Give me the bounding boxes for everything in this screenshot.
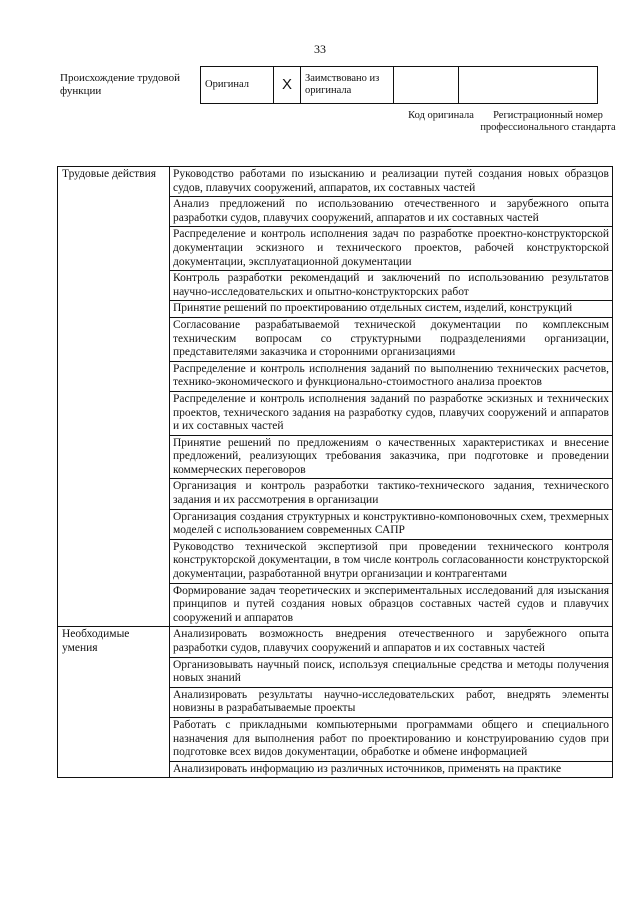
labor-action-item: Согласование разрабатываемой технической документации по комплексным техническим вопросам со структурными подразделениями организации, представителями заказчика и сторонними организациями bbox=[170, 317, 613, 361]
origin-label: Происхождение трудовой функции bbox=[60, 72, 181, 97]
labor-action-item: Формирование задач теоретических и экспериментальных исследований для изыскания принципов и путей создания новых образцов составных частей судов и плавучих сооружений и аппаратов bbox=[170, 583, 613, 627]
labor-action-item: Принятие решений по предложениям о качественных характеристиках и внесение предложений, реализующих требования заказчика, при подготовке и проведении коммерческих переговоров bbox=[170, 435, 613, 479]
required-skill-item: Организовывать научный поиск, используя специальные средства и методы получения новых знаний bbox=[170, 657, 613, 687]
origin-table bbox=[200, 66, 598, 104]
labor-action-item: Руководство работами по изысканию и реализации путей создания новых образцов судов, плавучих сооружений, аппаратов, их составных частей bbox=[170, 167, 613, 197]
table-row bbox=[58, 627, 613, 657]
required-skill-item: Анализировать информацию из различных источников, применять на практике bbox=[170, 761, 613, 778]
labor-action-item: Принятие решений по проектированию отдельных систем, изделий, конструкций bbox=[170, 301, 613, 318]
labor-action-item: Распределение и контроль исполнения задач по разработке проектно-конструкторской документации эскизного и технического проектов, рабочей конструкторской документации, эксплуатационной документации bbox=[170, 227, 613, 271]
labor-action-item: Распределение и контроль исполнения заданий по разработке эскизных и технических проектов, технического задания на разработку судов, плавучих сооружений и аппаратов и их составных частей bbox=[170, 391, 613, 435]
original-cell: Оригинал bbox=[201, 67, 274, 104]
code-caption: Код оригинала bbox=[408, 110, 474, 121]
required-skill-item: Работать с прикладными компьютерными программами общего и специального назначения для выполнения работ по проектированию и конструированию судов при подготовке всех видов документации, обработке и обмене информацией bbox=[170, 717, 613, 761]
labor-function-table bbox=[57, 166, 613, 778]
table-row bbox=[58, 167, 613, 197]
labor-action-item: Организация создания структурных и конструктивно-компоновочных схем, трехмерных моделей с использованием современных САПР bbox=[170, 509, 613, 539]
reg-number-cell bbox=[459, 67, 598, 104]
code-cell bbox=[394, 67, 459, 104]
reg-number-caption: Регистрационный номер профессионального стандарта bbox=[480, 110, 616, 133]
labor-action-item: Анализ предложений по использованию отечественного и зарубежного опыта разработки судов, плавучих сооружений, аппаратов и их составных частей bbox=[170, 197, 613, 227]
labor-actions-title: Трудовые действия bbox=[58, 167, 170, 627]
borrowed-cell: Заимствовано из оригинала bbox=[301, 67, 394, 104]
labor-action-item: Руководство технической экспертизой при проведении технического контроля конструкторской документации, в том числе контроль согласованности конструкторской документации, разработанной внутри организации и контрагентами bbox=[170, 539, 613, 583]
original-mark: X bbox=[274, 67, 301, 104]
required-skills-title: Необходимые умения bbox=[58, 627, 170, 778]
labor-action-item: Распределение и контроль исполнения заданий по выполнению технических расчетов, технико-экономического и функционально-стоимостного анализа проектов bbox=[170, 361, 613, 391]
required-skill-item: Анализировать возможность внедрения отечественного и зарубежного опыта разработки судов, плавучих сооружений и аппаратов и их составных частей bbox=[170, 627, 613, 657]
labor-action-item: Организация и контроль разработки тактико-технического задания, технического задания и их рассмотрения в организации bbox=[170, 479, 613, 509]
page-number: 33 bbox=[314, 42, 326, 56]
labor-action-item: Контроль разработки рекомендаций и заключений по использованию результатов научно-исследовательских и опытно-конструкторских работ bbox=[170, 271, 613, 301]
required-skill-item: Анализировать результаты научно-исследовательских работ, внедрять элементы новизны в разрабатываемые проекты bbox=[170, 687, 613, 717]
